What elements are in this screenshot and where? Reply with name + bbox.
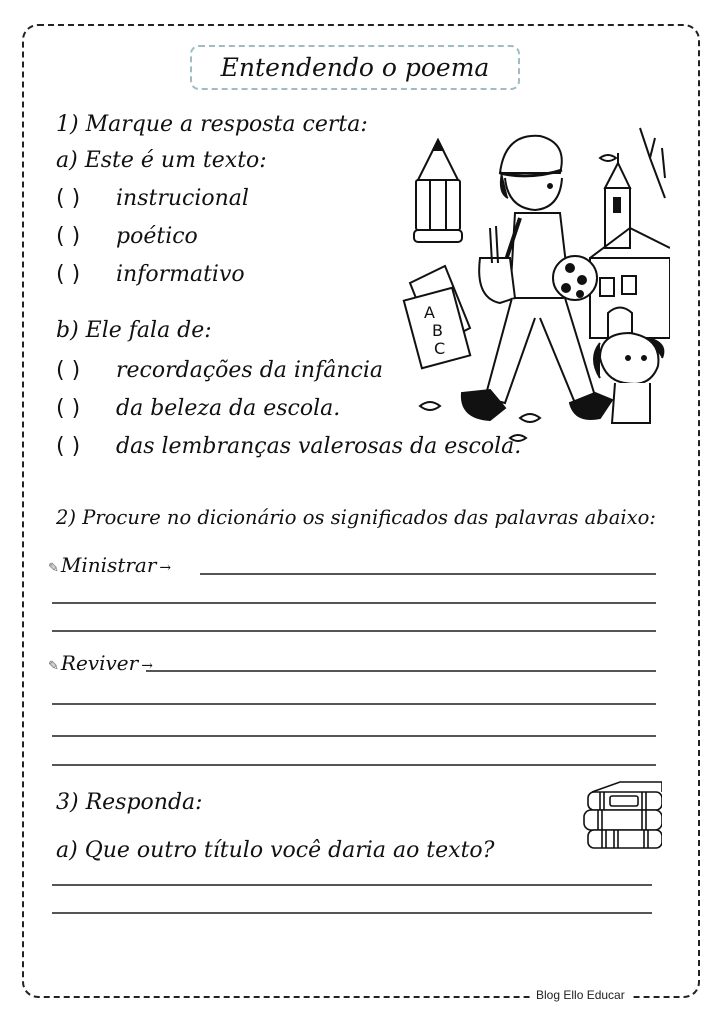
option-informativo[interactable] xyxy=(56,264,245,286)
footer-credit: Blog Ello Educar xyxy=(530,988,631,1002)
option-label: das lembranças valerosas da escola. xyxy=(116,434,522,459)
checkbox-parens[interactable]: ( ) xyxy=(56,396,81,421)
option-label: informativo xyxy=(116,262,245,287)
option-label: instrucional xyxy=(116,186,249,211)
answer-line-reviver-1[interactable] xyxy=(146,670,656,672)
answer-line-ministrar-2[interactable] xyxy=(52,602,656,604)
option-label: recordações da infância xyxy=(116,358,383,383)
stack-of-books-icon xyxy=(580,778,662,850)
word-reviver xyxy=(48,653,153,673)
word-label: Ministrar xyxy=(60,553,157,577)
answer-line-ministrar-3[interactable] xyxy=(52,630,656,632)
option-label: da beleza da escola. xyxy=(116,396,341,421)
checkbox-parens[interactable]: ( ) xyxy=(56,358,81,383)
boy-walking-to-school-illustration xyxy=(400,118,670,443)
checkbox-parens[interactable]: ( ) xyxy=(56,224,81,249)
option-label: poético xyxy=(116,224,198,249)
question-1b-prompt: b) Ele fala de: xyxy=(56,318,212,343)
pencil-icon: ✎ xyxy=(48,659,59,674)
checkbox-parens[interactable]: ( ) xyxy=(56,434,81,459)
answer-line-reviver-2[interactable] xyxy=(52,703,656,705)
checkbox-parens[interactable]: ( ) xyxy=(56,186,81,211)
pencil-icon: ✎ xyxy=(48,561,59,576)
question-3a-prompt: a) Que outro título você daria ao texto? xyxy=(56,838,495,863)
question-3-heading: 3) Responda: xyxy=(56,790,203,815)
answer-line-reviver-3[interactable] xyxy=(52,735,656,737)
option-poetico[interactable] xyxy=(56,226,198,248)
arrow-right-icon: → xyxy=(159,560,172,576)
option-instrucional[interactable] xyxy=(56,188,249,210)
svg-text:B: B xyxy=(432,321,443,340)
answer-line-q3-2[interactable] xyxy=(52,912,652,914)
answer-line-reviver-4[interactable] xyxy=(52,764,656,766)
option-beleza[interactable] xyxy=(56,398,340,420)
question-2-heading: 2) Procure no dicionário os significados das palavras abaixo: xyxy=(56,506,656,529)
word-ministrar xyxy=(48,555,171,575)
svg-text:A: A xyxy=(424,303,435,322)
svg-text:C: C xyxy=(434,339,446,358)
word-label: Reviver xyxy=(60,651,139,675)
arrow-right-icon: → xyxy=(141,658,153,674)
title-box xyxy=(190,45,520,90)
question-1-heading: 1) Marque a resposta certa: xyxy=(56,112,368,137)
option-recordacoes[interactable] xyxy=(56,360,383,382)
page-title: Entendendo o poema xyxy=(220,53,490,82)
answer-line-ministrar-1[interactable] xyxy=(200,573,656,575)
checkbox-parens[interactable]: ( ) xyxy=(56,262,81,287)
question-1a-prompt: a) Este é um texto: xyxy=(56,148,267,173)
answer-line-q3-1[interactable] xyxy=(52,884,652,886)
